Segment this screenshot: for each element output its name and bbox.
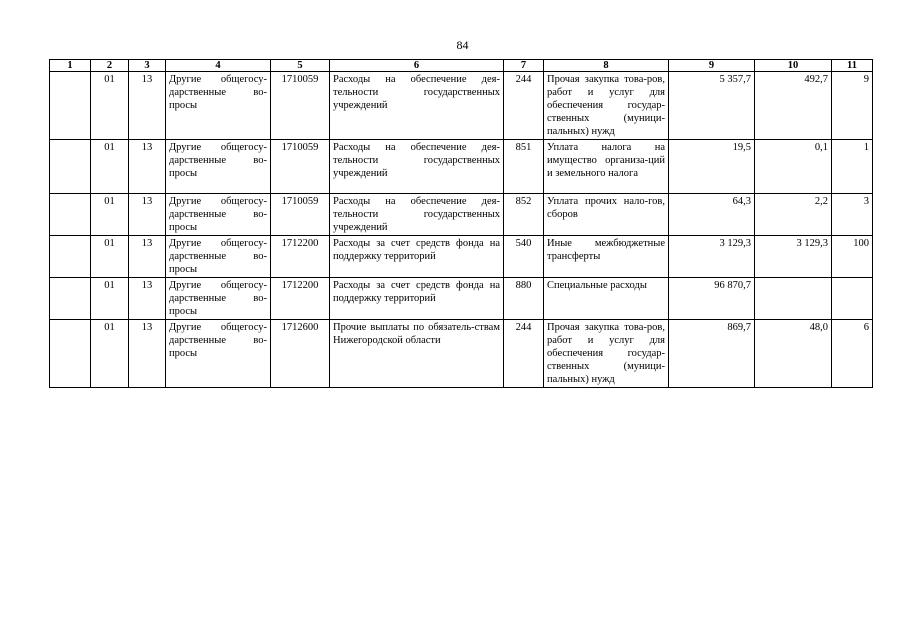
row-cell-col5: 1712200	[271, 278, 330, 320]
row-cell-col6: Расходы на обеспечение дея-тельности государственных учреждений	[330, 194, 504, 236]
table-row	[50, 278, 873, 320]
row-cell-col3: 13	[129, 194, 166, 236]
row-cell-col9: 869,7	[669, 320, 755, 388]
row-cell-col4: Другие общегосу-дарственные во-просы	[166, 320, 271, 388]
row-cell-col5: 1710059	[271, 194, 330, 236]
row-cell-col2: 01	[91, 194, 129, 236]
row-cell-col11	[832, 278, 873, 320]
row-cell-col4: Другие общегосу-дарственные во-просы	[166, 140, 271, 194]
row-cell-col9: 3 129,3	[669, 236, 755, 278]
row-cell-col11: 9	[832, 72, 873, 140]
row-cell-col3: 13	[129, 72, 166, 140]
row-cell-col10	[755, 278, 832, 320]
row-cell-col11: 1	[832, 140, 873, 194]
header-cell: 11	[832, 60, 873, 72]
row-cell-col7: 852	[504, 194, 544, 236]
header-cell: 2	[91, 60, 129, 72]
row-cell-col8: Уплата прочих нало-гов, сборов	[544, 194, 669, 236]
row-cell-col3: 13	[129, 278, 166, 320]
row-cell-col5: 1712600	[271, 320, 330, 388]
row-cell-col6: Расходы на обеспечение дея-тельности государственных учреждений	[330, 72, 504, 140]
row-cell-col5: 1710059	[271, 140, 330, 194]
header-row	[50, 60, 873, 72]
table-row	[50, 194, 873, 236]
row-cell-col10: 2,2	[755, 194, 832, 236]
row-cell-col5: 1710059	[271, 72, 330, 140]
row-cell-col4: Другие общегосу-дарственные во-просы	[166, 278, 271, 320]
header-cell: 3	[129, 60, 166, 72]
row-cell-col7: 244	[504, 320, 544, 388]
table-row	[50, 320, 873, 388]
budget-table	[49, 59, 873, 388]
row-cell-col9: 19,5	[669, 140, 755, 194]
row-cell-col1	[50, 140, 91, 194]
row-cell-col4: Другие общегосу-дарственные во-просы	[166, 194, 271, 236]
header-cell: 1	[50, 60, 91, 72]
table-row	[50, 72, 873, 140]
row-cell-col4: Другие общегосу-дарственные во-просы	[166, 236, 271, 278]
row-cell-col6: Расходы за счет средств фонда на поддержку территорий	[330, 278, 504, 320]
row-cell-col9: 96 870,7	[669, 278, 755, 320]
row-cell-col1	[50, 236, 91, 278]
page-number: 84	[456, 38, 469, 52]
row-cell-col4: Другие общегосу-дарственные во-просы	[166, 72, 271, 140]
row-cell-col11: 3	[832, 194, 873, 236]
header-cell: 5	[271, 60, 330, 72]
row-cell-col7: 244	[504, 72, 544, 140]
row-cell-col6: Прочие выплаты по обязатель-ствам Нижегородской области	[330, 320, 504, 388]
row-cell-col11: 6	[832, 320, 873, 388]
row-cell-col8: Иные межбюджетные трансферты	[544, 236, 669, 278]
table-row	[50, 236, 873, 278]
row-cell-col7: 851	[504, 140, 544, 194]
header-cell: 8	[544, 60, 669, 72]
header-cell: 4	[166, 60, 271, 72]
row-cell-col3: 13	[129, 140, 166, 194]
row-cell-col2: 01	[91, 278, 129, 320]
row-cell-col10: 3 129,3	[755, 236, 832, 278]
row-cell-col10: 492,7	[755, 72, 832, 140]
row-cell-col2: 01	[91, 140, 129, 194]
header-cell: 7	[504, 60, 544, 72]
row-cell-col10: 48,0	[755, 320, 832, 388]
header-cell: 6	[330, 60, 504, 72]
row-cell-col1	[50, 278, 91, 320]
row-cell-col1	[50, 194, 91, 236]
row-cell-col2: 01	[91, 72, 129, 140]
row-cell-col9: 64,3	[669, 194, 755, 236]
row-cell-col2: 01	[91, 320, 129, 388]
table-row	[50, 140, 873, 194]
row-cell-col6: Расходы на обеспечение дея-тельности государственных учреждений	[330, 140, 504, 194]
header-cell: 9	[669, 60, 755, 72]
row-cell-col3: 13	[129, 320, 166, 388]
row-cell-col5: 1712200	[271, 236, 330, 278]
row-cell-col9: 5 357,7	[669, 72, 755, 140]
row-cell-col10: 0,1	[755, 140, 832, 194]
row-cell-col8: Уплата налога на имущество организа-ций и земельного налога	[544, 140, 669, 194]
row-cell-col1	[50, 320, 91, 388]
row-cell-col8: Прочая закупка това-ров, работ и услуг для обеспечения государ-ственных (муници-пальных) нужд	[544, 72, 669, 140]
row-cell-col8: Специальные расходы	[544, 278, 669, 320]
row-cell-col3: 13	[129, 236, 166, 278]
row-cell-col7: 880	[504, 278, 544, 320]
row-cell-col8: Прочая закупка това-ров, работ и услуг для обеспечения государ-ственных (муници-пальных) нужд	[544, 320, 669, 388]
row-cell-col2: 01	[91, 236, 129, 278]
row-cell-col11: 100	[832, 236, 873, 278]
row-cell-col6: Расходы за счет средств фонда на поддержку территорий	[330, 236, 504, 278]
header-cell: 10	[755, 60, 832, 72]
row-cell-col1	[50, 72, 91, 140]
row-cell-col7: 540	[504, 236, 544, 278]
